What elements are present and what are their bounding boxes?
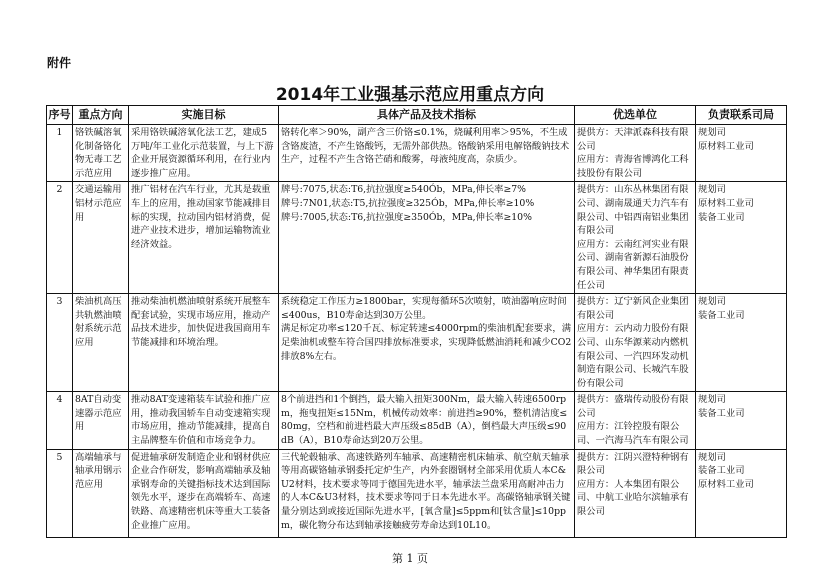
cell-depts-line: 规划司 (698, 184, 726, 196)
header-depts: 负责联系司局 (696, 106, 787, 125)
cell-units-line: 应用方：云内动力股份有限公司、山东华源莱动内燃机有限公司、一汽四环发动机制造有限公司、长城汽车股份有限公司 (577, 323, 689, 389)
cell-specs-line: 牌号:7005,状态:T6,抗拉强度≥350Ób，MPa,伸长率≥10% (281, 211, 532, 223)
header-seq: 序号 (47, 106, 73, 125)
cell-depts-line: 原材料工业司 (698, 140, 754, 152)
cell-specs (279, 182, 575, 294)
cell-units (575, 449, 696, 537)
cell-specs-line: 8个前进挡和1个倒挡，最大输入扭矩300Nm，最大输入转速6500rpm，拖曳扭矩≤15Nm，机械传动效率：前进挡≥90%，整机清洁度≤80mg，空档和前进档最大声压级≤85dB（A），倒档最大声压级≤90dB（A），B10寿命达到20万公里。 (281, 394, 568, 447)
cell-depts-line: 规划司 (698, 394, 726, 406)
table-row (47, 392, 787, 449)
cell-units-line: 提供方：盛瑞传动股份有限公司 (577, 394, 689, 419)
cell-depts (696, 125, 787, 182)
header-specs: 具体产品及技术指标 (279, 106, 575, 125)
cell-seq: 3 (47, 294, 73, 392)
cell-specs-line: 牌号:7N01,状态:T5,抗拉强度≥325Ób，MPa,伸长率≥10% (281, 197, 535, 209)
cell-seq: 5 (47, 449, 73, 537)
page-number: 第 1 页 (392, 552, 428, 565)
cell-units (575, 294, 696, 392)
cell-direction: 8AT自动变速器示范应用 (73, 392, 129, 449)
cell-specs-line: 满足标定功率≤120千瓦、标定转速≤4000rpm的柴油机配套要求，满足柴油机或整车符合国四排放标准要求，实现降低燃油消耗和减少CO2排放8%左右。 (281, 323, 572, 362)
attachment-label: 附件 (47, 56, 72, 70)
document-title: 2014年工业强基示范应用重点方向 (275, 85, 545, 105)
cell-specs-line: 三代轮毂轴承、高速铁路列车轴承、高速精密机床轴承、航空航天轴承等用高碳铬轴承钢委托定炉生产，内外套圈钢材全部采用优质人本C&U2材料，技术要求等同于德国先进水平，轴承法兰盘采用高耐冲击力的人本C&U3材料，技术要求等同于日本先进水平。高碳铬轴承钢关键量分别达到或接近国际先进水平，[氧含量]≤5ppm和[钛含量]≤10ppm，碳化物分布达到轴承接触疲劳寿命达到10L10。 (281, 451, 571, 531)
header-units: 优选单位 (575, 106, 696, 125)
cell-depts-line: 规划司 (698, 296, 726, 308)
key-directions-table (46, 105, 787, 538)
cell-depts-line: 原材料工业司 (698, 478, 754, 490)
cell-depts (696, 294, 787, 392)
cell-specs (279, 294, 575, 392)
cell-direction: 铬铁碱溶氧化制备铬化物无毒工艺示范应用 (73, 125, 129, 182)
cell-units (575, 125, 696, 182)
cell-units-line: 提供方：辽宁新风企业集团有限公司 (577, 296, 689, 321)
cell-depts (696, 392, 787, 449)
cell-units (575, 392, 696, 449)
cell-depts (696, 449, 787, 537)
cell-units (575, 182, 696, 294)
cell-goal: 采用铬铁碱溶氧化法工艺，建成5万吨/年工业化示范装置，与上下游企业开展资源循环利用，在行业内逐步推广应用。 (129, 125, 279, 182)
cell-specs-line: 系统稳定工作压力≥1800bar，实现每循环5次喷射，喷油器响应时间≤400us，B10寿命达到30万公里。 (281, 296, 567, 321)
cell-specs-line: 牌号:7075,状态:T6,抗拉强度≥540Ób，MPa,伸长率≥7% (281, 184, 527, 196)
cell-specs-line: 铬转化率＞90%，副产含三价铬≤0.1%，烧碱利用率＞95%，不生成含铬废渣，不产生铬酸钙，无需外部供热。铬酸钠采用电解铬酸钠技术生产，过程不产生含铬芒硝和酸雾，母液纯度高，杂质少。 (281, 127, 570, 166)
cell-seq: 4 (47, 392, 73, 449)
cell-goal: 推动柴油机燃油喷射系统开展整车配套试验，实现市场应用，推动产品技术进步，加快促进我国商用车节能减排和环境治理。 (129, 294, 279, 392)
cell-units-line: 应用方：云南红河实业有限公司、湖南省新源石油股份有限公司、神华集团有限责任公司 (577, 238, 689, 291)
table-row (47, 449, 787, 537)
header-goal: 实施目标 (129, 106, 279, 125)
cell-direction: 高端轴承与轴承用钢示范应用 (73, 449, 129, 537)
cell-depts-line: 装备工业司 (698, 407, 745, 419)
cell-seq: 1 (47, 125, 73, 182)
cell-units-line: 应用方：江铃控股有限公司、一汽海马汽车有限公司 (577, 421, 689, 447)
cell-direction: 交通运输用铝材示范应用 (73, 182, 129, 294)
cell-goal: 推动8AT变速箱装车试验和推广应用，推动我国轿车自动变速箱实现市场应用，推动节能减排，提高自主品牌整车价值和市场竞争力。 (129, 392, 279, 449)
cell-goal: 促进轴承研发制造企业和钢材供应企业合作研发，影响高端轴承及轴承钢寿命的关键指标技术达到国际领先水平，逐步在高端轿车、高速铁路、高速精密机床等重大工装备企业推广应用。 (129, 449, 279, 537)
cell-depts-line: 原材料工业司 (698, 197, 754, 209)
table-row (47, 125, 787, 182)
cell-depts (696, 182, 787, 294)
cell-direction: 柴油机高压共轨燃油喷射系统示范应用 (73, 294, 129, 392)
cell-specs (279, 392, 575, 449)
cell-depts-line: 装备工业司 (698, 309, 745, 321)
cell-depts-line: 规划司 (698, 451, 726, 463)
cell-seq: 2 (47, 182, 73, 294)
cell-units-line: 提供方：江阴兴澄特种钢有限公司 (577, 451, 689, 477)
cell-goal: 推广铝材在汽车行业，尤其是载重车上的应用，推动国家节能减排目标的实现，拉动国内铝材消费，促进产业技术进步，增加运输物流业经济效益。 (129, 182, 279, 294)
cell-units-line: 提供方：天津派森科技有限公司 (577, 127, 689, 152)
cell-units-line: 应用方：人本集团有限公司、中航工业哈尔滨轴承有限公司 (577, 478, 689, 518)
cell-units-line: 应用方：青海省博鸿化工科技股份有限公司 (577, 154, 689, 179)
table-header-row (47, 106, 787, 125)
cell-specs (279, 449, 575, 537)
cell-units-line: 提供方：山东丛林集团有限公司、湖南晟通天力汽车有限公司、中铝西南铝业集团有限公司 (577, 184, 689, 237)
cell-depts-line: 规划司 (698, 127, 726, 138)
cell-depts-line: 装备工业司 (698, 211, 745, 223)
table-row (47, 182, 787, 294)
cell-specs (279, 125, 575, 182)
table-row (47, 294, 787, 392)
header-direction: 重点方向 (73, 106, 129, 125)
cell-depts-line: 装备工业司 (698, 465, 745, 477)
